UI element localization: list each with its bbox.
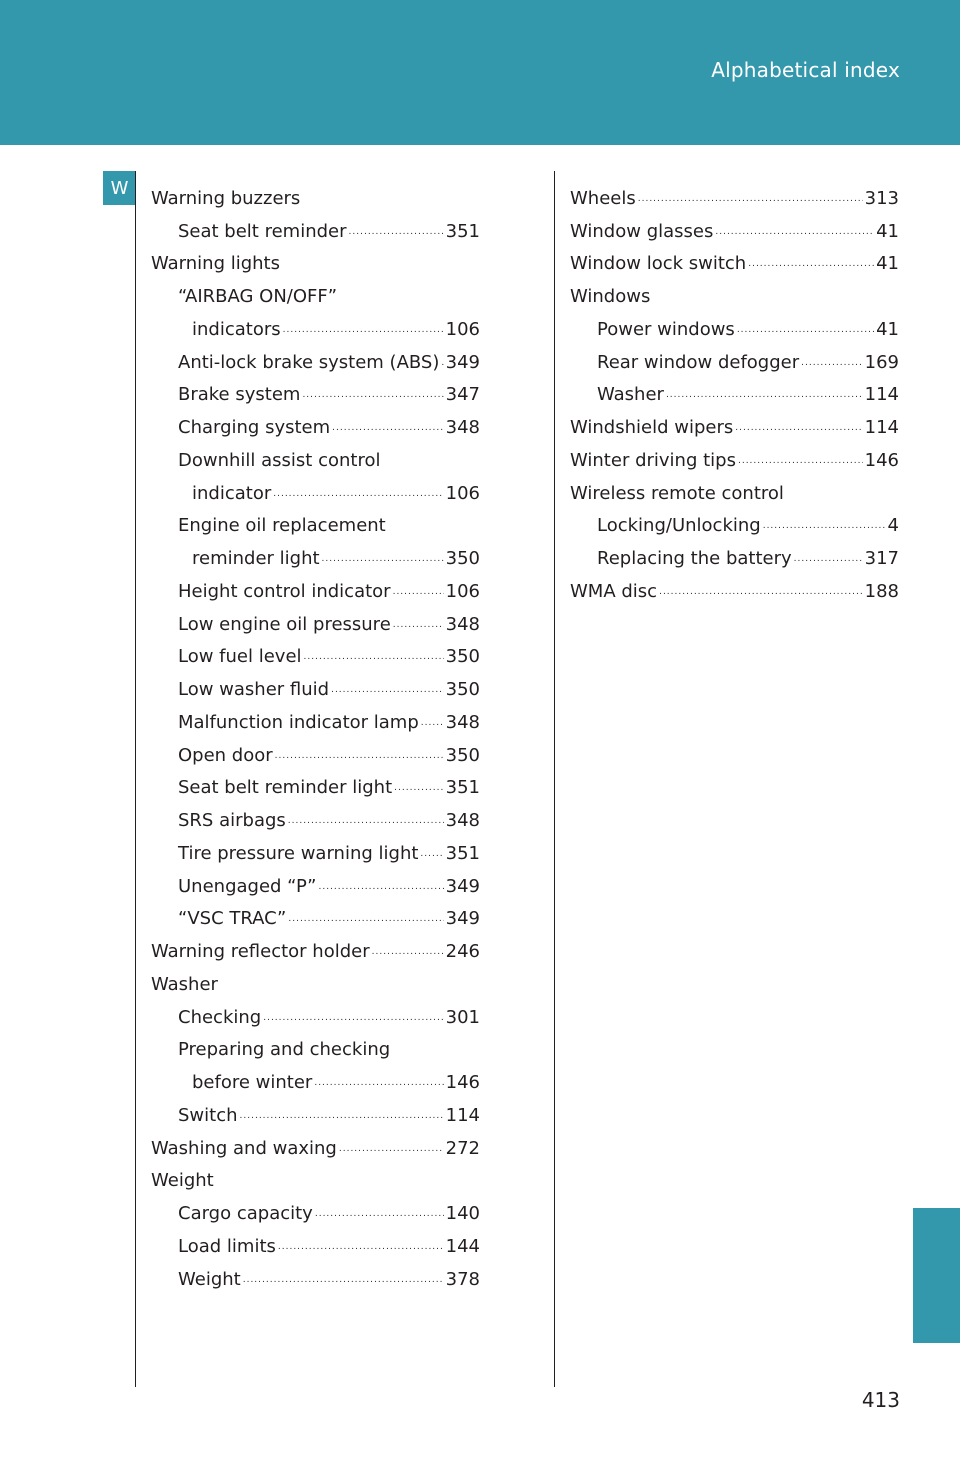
index-entry	[151, 244, 480, 277]
index-entry	[151, 669, 480, 702]
index-entry-label: Unengaged “P”	[178, 875, 317, 897]
index-entry-page[interactable]: 301	[445, 1006, 480, 1028]
index-entry	[570, 211, 899, 244]
index-entry-label: reminder light	[192, 548, 320, 569]
index-entry-page[interactable]: 114	[864, 384, 899, 406]
dot-leader	[659, 585, 863, 600]
dot-leader	[318, 880, 443, 895]
index-entry-page[interactable]: 313	[864, 187, 899, 209]
index-entry-page[interactable]: 350	[445, 679, 480, 700]
dot-leader	[441, 356, 443, 371]
index-entry-page[interactable]: 140	[445, 1203, 480, 1224]
dot-leader	[666, 388, 863, 403]
dot-leader	[394, 781, 444, 796]
middle-column-rule	[554, 171, 555, 1387]
chapter-side-tab	[913, 1208, 960, 1343]
dot-leader	[738, 454, 863, 469]
index-entry-label: WMA disc	[570, 580, 658, 602]
index-entry-label: Switch	[178, 1104, 238, 1126]
index-entry	[570, 571, 899, 604]
index-entry-page[interactable]: 350	[445, 548, 480, 569]
index-entry	[570, 473, 899, 506]
index-entry	[151, 178, 480, 211]
dot-leader	[372, 945, 444, 960]
dot-leader	[288, 814, 444, 829]
index-entry	[151, 604, 480, 637]
dot-leader	[302, 388, 443, 403]
index-entry	[151, 1226, 480, 1259]
page-number: 413	[861, 1388, 900, 1412]
index-entry	[151, 931, 480, 964]
index-entry	[570, 178, 899, 211]
index-entry-label: Power windows	[597, 318, 735, 340]
index-entry	[151, 407, 480, 440]
index-entry	[151, 833, 480, 866]
dot-leader	[315, 1207, 444, 1222]
index-entry-label: Low washer fluid	[178, 679, 330, 700]
index-entry	[151, 997, 480, 1030]
index-entry-label: Window lock switch	[570, 253, 747, 275]
index-entry-label: Wheels	[570, 187, 636, 209]
index-entry-label: Windows	[570, 286, 651, 307]
index-entry-label: Low fuel level	[178, 646, 302, 668]
dot-leader	[304, 650, 444, 665]
index-entry	[570, 276, 899, 309]
index-entry-label: indicator	[192, 482, 272, 504]
dot-leader	[420, 847, 443, 862]
index-entry	[151, 473, 480, 506]
dot-leader	[243, 1273, 444, 1288]
index-entry-page[interactable]: 351	[445, 842, 480, 864]
dot-leader	[263, 1011, 443, 1026]
index-entry-label: Low engine oil pressure	[178, 613, 391, 635]
index-entry-label: Malfunction indicator lamp	[178, 711, 419, 733]
index-entry-label: Window glasses	[570, 220, 714, 242]
index-entry	[151, 800, 480, 833]
index-entry-label: “VSC TRAC”	[178, 908, 287, 930]
dot-leader	[748, 257, 874, 272]
index-entry-page[interactable]: 347	[445, 384, 480, 406]
index-entry-page[interactable]: 272	[445, 1137, 480, 1159]
left-column-rule	[135, 171, 136, 1387]
dot-leader	[349, 225, 444, 240]
index-entry-page[interactable]: 106	[445, 580, 480, 602]
index-entry	[151, 538, 480, 571]
index-entry-label: Warning buzzers	[151, 187, 301, 209]
index-entry-page[interactable]: 4	[887, 515, 899, 537]
index-entry-page[interactable]: 349	[445, 351, 480, 373]
index-entry-label: Downhill assist control	[178, 449, 381, 471]
index-entry-page[interactable]: 41	[876, 318, 899, 340]
dot-leader	[638, 192, 863, 207]
dot-leader	[715, 225, 874, 240]
index-entry-label: Brake system	[178, 384, 301, 406]
index-entry	[151, 375, 480, 408]
index-entry-label: Seat belt reminder light	[178, 777, 393, 799]
index-entry-label: Open door	[178, 744, 273, 766]
index-entry-page[interactable]: 348	[445, 417, 480, 438]
index-entry	[151, 735, 480, 768]
index-entry-page[interactable]: 146	[864, 449, 899, 471]
index-entry-label: Load limits	[178, 1235, 276, 1257]
header-band	[0, 0, 960, 145]
index-entry-page[interactable]: 41	[876, 220, 899, 242]
index-entry-page[interactable]: 188	[864, 580, 899, 602]
index-entry	[151, 506, 480, 539]
index-entry	[151, 899, 480, 932]
index-entry-label: Warning reflector holder	[151, 941, 370, 962]
index-entry-page[interactable]: 317	[864, 548, 899, 569]
index-entry	[151, 1193, 480, 1226]
index-entry-label: before winter	[192, 1072, 313, 1093]
index-entry	[151, 866, 480, 899]
index-entry-page[interactable]: 106	[445, 482, 480, 504]
index-entry	[151, 1095, 480, 1128]
index-entry-label: SRS airbags	[178, 810, 286, 831]
index-entry-label: Weight	[178, 1268, 241, 1290]
index-column-right	[570, 178, 899, 604]
index-entry	[151, 211, 480, 244]
index-entry-label: Rear window defogger	[597, 351, 800, 373]
index-entry-label: Winter driving tips	[570, 449, 736, 471]
index-entry	[570, 309, 899, 342]
section-letter-tab: W	[103, 171, 136, 205]
index-entry-page[interactable]: 350	[445, 744, 480, 766]
index-entry	[151, 964, 480, 997]
index-entry-label: Windshield wipers	[570, 417, 734, 438]
dot-leader	[314, 1076, 443, 1091]
index-entry-label: Cargo capacity	[178, 1203, 313, 1224]
index-entry-label: Locking/Unlocking	[597, 515, 761, 537]
index-entry-page[interactable]: 350	[445, 646, 480, 668]
index-entry-label: Wireless remote control	[570, 482, 784, 504]
index-entry-label: Washer	[151, 973, 218, 995]
dot-leader	[322, 552, 444, 567]
index-entry-page[interactable]: 114	[864, 417, 899, 438]
index-entry-page[interactable]: 114	[445, 1104, 480, 1126]
dot-leader	[273, 487, 443, 502]
dot-leader	[801, 356, 863, 371]
index-entry	[570, 407, 899, 440]
index-entry	[151, 702, 480, 735]
index-entry	[151, 309, 480, 342]
index-entry-page[interactable]: 348	[445, 711, 480, 733]
dot-leader	[737, 323, 874, 338]
index-entry-page[interactable]: 246	[445, 941, 480, 962]
dot-leader	[735, 421, 862, 436]
index-entry-label: Tire pressure warning light	[178, 842, 419, 864]
dot-leader	[393, 618, 444, 633]
page-title: Alphabetical index	[711, 58, 900, 82]
index-entry	[570, 440, 899, 473]
index-entry	[151, 1161, 480, 1194]
dot-leader	[275, 749, 444, 764]
index-entry	[151, 342, 480, 375]
dot-leader	[763, 519, 886, 534]
index-entry-label: Replacing the battery	[597, 548, 792, 569]
index-entry-label: Washing and waxing	[151, 1137, 337, 1159]
index-entry-label: Seat belt reminder	[178, 220, 347, 242]
index-entry	[151, 440, 480, 473]
index-entry-label: Checking	[178, 1006, 262, 1028]
index-entry-label: Warning lights	[151, 253, 280, 275]
index-entry-page[interactable]: 146	[445, 1072, 480, 1093]
index-entry-label: indicators	[192, 318, 281, 340]
dot-leader	[339, 1142, 444, 1157]
dot-leader	[421, 716, 444, 731]
index-entry	[151, 1128, 480, 1161]
index-entry	[570, 538, 899, 571]
dot-leader	[332, 421, 443, 436]
index-entry-page[interactable]: 348	[445, 613, 480, 635]
index-entry	[570, 342, 899, 375]
dot-leader	[288, 912, 443, 927]
index-entry-label: Washer	[597, 384, 664, 406]
index-entry-page[interactable]: 348	[445, 810, 480, 831]
index-entry	[151, 1062, 480, 1095]
index-entry-label: Height control indicator	[178, 580, 391, 602]
index-entry	[151, 1259, 480, 1292]
index-entry-page[interactable]: 351	[445, 777, 480, 799]
dot-leader	[393, 585, 444, 600]
index-entry	[151, 1030, 480, 1063]
index-entry	[151, 276, 480, 309]
dot-leader	[240, 1109, 444, 1124]
index-entry-page[interactable]: 144	[445, 1235, 480, 1257]
index-entry-page[interactable]: 106	[445, 318, 480, 340]
index-entry-label: Engine oil replacement	[178, 515, 386, 537]
index-entry-page[interactable]: 349	[445, 875, 480, 897]
dot-leader	[283, 323, 444, 338]
index-entry-page[interactable]: 41	[876, 253, 899, 275]
index-entry	[570, 375, 899, 408]
dot-leader	[278, 1240, 444, 1255]
index-entry	[151, 768, 480, 801]
index-entry-label: Anti-lock brake system (ABS)	[178, 351, 440, 373]
index-entry-label: Charging system	[178, 417, 331, 438]
index-entry	[151, 571, 480, 604]
index-column-left	[151, 178, 480, 1292]
index-entry	[570, 506, 899, 539]
index-entry	[151, 637, 480, 670]
index-entry-page[interactable]: 349	[445, 908, 480, 930]
dot-leader	[331, 683, 444, 698]
index-entry-page[interactable]: 351	[445, 220, 480, 242]
index-entry-label: Weight	[151, 1170, 214, 1192]
index-entry-label: Preparing and checking	[178, 1039, 391, 1061]
index-entry-page[interactable]: 378	[445, 1268, 480, 1290]
index-entry	[570, 244, 899, 277]
index-entry-page[interactable]: 169	[864, 351, 899, 373]
dot-leader	[794, 552, 863, 567]
index-entry-label: “AIRBAG ON/OFF”	[178, 286, 338, 307]
